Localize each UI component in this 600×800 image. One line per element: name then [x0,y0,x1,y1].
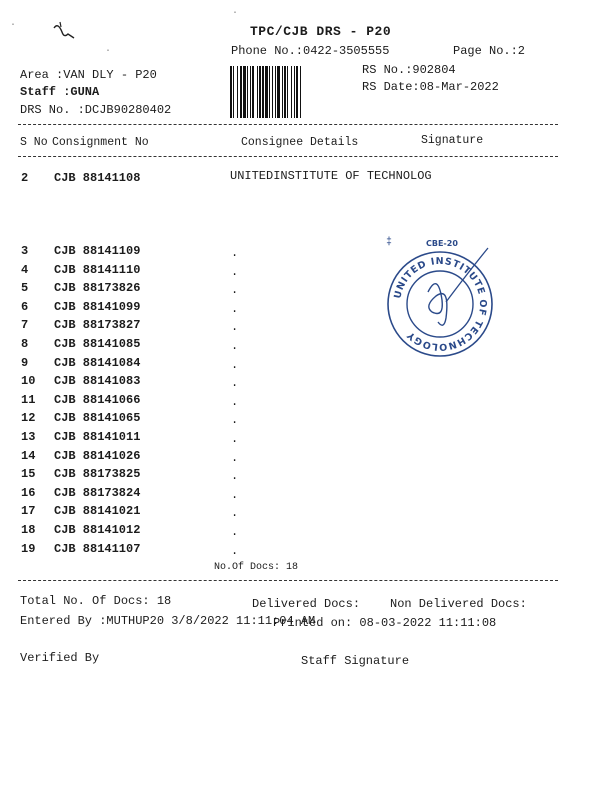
row-sno: 5 [21,281,29,295]
row-delivery-mark: . [231,488,239,502]
handwritten-mark [50,18,80,44]
row-delivery-mark: . [231,376,239,390]
stamp-ring-text: UNITED INSTITUTE OF TECHNOLOGY [392,255,489,353]
row-consignment-no: CJB 88141021 [54,504,141,518]
drs-number: DRS No. :DCJB90280402 [20,103,172,117]
row-consignment-no: CJB 88141011 [54,430,141,444]
row-consignment-no: CJB 88141108 [54,171,141,185]
row-delivery-mark: . [231,302,239,316]
row-delivery-mark: . [231,246,239,260]
row-sno: 15 [21,467,36,481]
row-consignment-no: CJB 88141083 [54,374,141,388]
row-consignment-no: CJB 88141109 [54,244,141,258]
row-sno: 9 [21,356,29,370]
staff-signature-label: Staff Signature [301,654,410,668]
row-sno: 10 [21,374,36,388]
column-header-signature: Signature [421,134,484,147]
row-delivery-mark: . [231,469,239,483]
row-sno: 6 [21,300,29,314]
row-sno: 13 [21,430,36,444]
row-consignment-no: CJB 88141026 [54,449,141,463]
row-consignment-no: CJB 88173825 [54,467,141,481]
stamp-top-text: CBE-20 [426,239,458,248]
document-title: TPC/CJB DRS - P20 [250,24,392,39]
row-consignee-details: UNITEDINSTITUTE OF TECHNOLOG [230,169,432,183]
column-header-consignee: Consignee Details [241,136,359,149]
row-consignment-no: CJB 88141066 [54,393,141,407]
row-delivery-mark: . [231,451,239,465]
column-header-sno: S No [20,136,48,149]
row-consignment-no: CJB 88141099 [54,300,141,314]
row-sno: 4 [21,263,29,277]
row-sno: 19 [21,542,36,556]
row-sno: 11 [21,393,36,407]
row-consignment-no: CJB 88141084 [54,356,141,370]
delivered-docs: Delivered Docs: [252,597,361,611]
svg-text:‡: ‡ [386,237,393,248]
row-delivery-mark: . [231,265,239,279]
total-docs: Total No. Of Docs: 18 [20,594,172,608]
row-consignment-no: CJB 88173824 [54,486,141,500]
row-delivery-mark: . [231,432,239,446]
no-of-docs: No.Of Docs: 18 [214,562,299,573]
row-sno: 2 [21,171,29,185]
row-sno: 12 [21,411,36,425]
row-delivery-mark: . [231,525,239,539]
divider [18,156,558,157]
row-consignment-no: CJB 88141065 [54,411,141,425]
row-delivery-mark: . [231,544,239,558]
page-number: Page No.:2 [453,44,526,58]
row-sno: 8 [21,337,29,351]
divider [18,124,558,125]
barcode [230,66,360,118]
row-consignment-no: CJB 88141107 [54,542,141,556]
non-delivered-docs: Non Delivered Docs: [390,597,527,611]
rs-number: RS No.:902804 [362,63,456,77]
row-delivery-mark: . [231,339,239,353]
divider [18,580,558,581]
phone-number: Phone No.:0422-3505555 [231,44,390,58]
institute-stamp [380,222,500,382]
entered-by: Entered By :MUTHUP20 3/8/2022 11:11:04 AM [20,614,316,628]
row-sno: 17 [21,504,36,518]
verified-by-label: Verified By [20,651,100,665]
staff-field: Staff :GUNA [20,85,100,99]
row-sno: 18 [21,523,36,537]
row-sno: 3 [21,244,29,258]
row-consignment-no: CJB 88141085 [54,337,141,351]
rs-date: RS Date:08-Mar-2022 [362,80,499,94]
row-consignment-no: CJB 88173826 [54,281,141,295]
row-delivery-mark: . [231,413,239,427]
row-sno: 14 [21,449,36,463]
row-delivery-mark: . [231,320,239,334]
row-consignment-no: CJB 88141110 [54,263,141,277]
row-consignment-no: CJB 88173827 [54,318,141,332]
row-delivery-mark: . [231,506,239,520]
scan-speck: · [105,46,112,57]
printed-on: Printed on: 08-03-2022 11:11:08 [273,616,497,630]
row-sno: 7 [21,318,29,332]
row-delivery-mark: . [231,395,239,409]
column-header-consignment: Consignment No [52,136,149,149]
scan-speck: · [10,20,17,31]
row-delivery-mark: . [231,358,239,372]
row-sno: 16 [21,486,36,500]
row-consignment-no: CJB 88141012 [54,523,141,537]
area-field: Area :VAN DLY - P20 [20,68,157,82]
scan-speck: · [232,8,239,19]
row-delivery-mark: . [231,283,239,297]
